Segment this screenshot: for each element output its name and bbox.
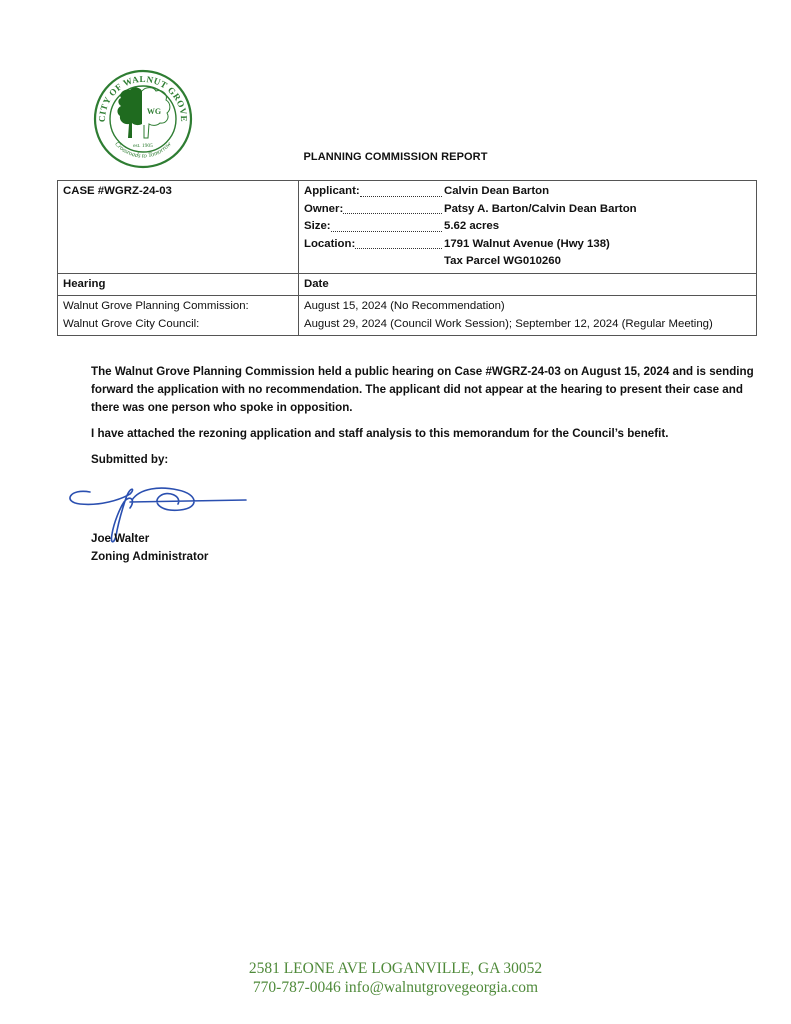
seal-monogram: WG: [146, 107, 162, 116]
hearing-row: [58, 296, 757, 336]
report-title: PLANNING COMMISSION REPORT: [303, 151, 488, 163]
memo-paragraph: I have attached the rezoning application and staff analysis to this memorandum for the Council’s benefit.: [91, 427, 669, 440]
submitted-by: Submitted by:: [91, 453, 169, 466]
case-table: [57, 180, 757, 336]
date-header: Date: [299, 273, 757, 296]
hearing-bodies: [58, 296, 299, 336]
seal-est: est. 1905: [133, 143, 153, 149]
hearing-body: Walnut Grove Planning Commission:: [63, 300, 249, 312]
hearing-dates: [299, 296, 757, 336]
detail-size: [304, 218, 751, 236]
hearing-header: Hearing: [58, 273, 299, 296]
seal-motto: Crossroads to Tomorrow: [113, 140, 173, 160]
footer: [0, 959, 791, 997]
detail-location: [304, 236, 751, 254]
case-row: [58, 181, 757, 274]
detail-value: Patsy A. Barton/Calvin Dean Barton: [444, 202, 637, 215]
hearing-body: Walnut Grove City Council:: [63, 317, 200, 330]
detail-value: 1791 Walnut Avenue (Hwy 138): [444, 237, 610, 250]
hearing-header-row: [58, 273, 757, 296]
signer-block: [91, 530, 208, 566]
detail-label: Applicant:: [304, 185, 360, 197]
memo-paragraph: The Walnut Grove Planning Commission held a public hearing on Case #WGRZ-24-03 on August 15, 2024 and is sending forward the application with no recommendation. The applicant did not appear at the hearing to present their case and there was one person who spoke in opposition.: [91, 365, 754, 414]
footer-contact: 770-787-0046 info@walnutgrovegeorgia.com: [252, 979, 539, 996]
seal-ring-text: CITY OF WALNUT GROVE: [96, 73, 190, 123]
signer-title: Zoning Administrator: [91, 550, 209, 563]
detail-label: Location:: [304, 237, 356, 250]
detail-owner: [304, 201, 751, 219]
detail-value: Tax Parcel WG010260: [444, 255, 561, 267]
detail-applicant: [304, 183, 751, 201]
detail-label: Owner:: [304, 202, 344, 215]
detail-label: Size:: [304, 220, 331, 232]
signer-name: Joe Walter: [91, 532, 150, 545]
memo-body: [91, 363, 761, 477]
detail-value: Calvin Dean Barton: [444, 185, 550, 197]
case-number: CASE #WGRZ-24-03: [58, 181, 299, 274]
footer-address: 2581 LEONE AVE LOGANVILLE, GA 30052: [248, 960, 543, 977]
detail-value: 5.62 acres: [444, 220, 500, 232]
case-details: [299, 181, 757, 274]
dark-tree-icon: [117, 87, 142, 138]
hearing-date: August 15, 2024 (No Recommendation): [304, 300, 505, 312]
hearing-date: August 29, 2024 (Council Work Session); September 12, 2024 (Regular Meeting): [304, 317, 713, 330]
detail-tax-parcel: [304, 253, 751, 271]
